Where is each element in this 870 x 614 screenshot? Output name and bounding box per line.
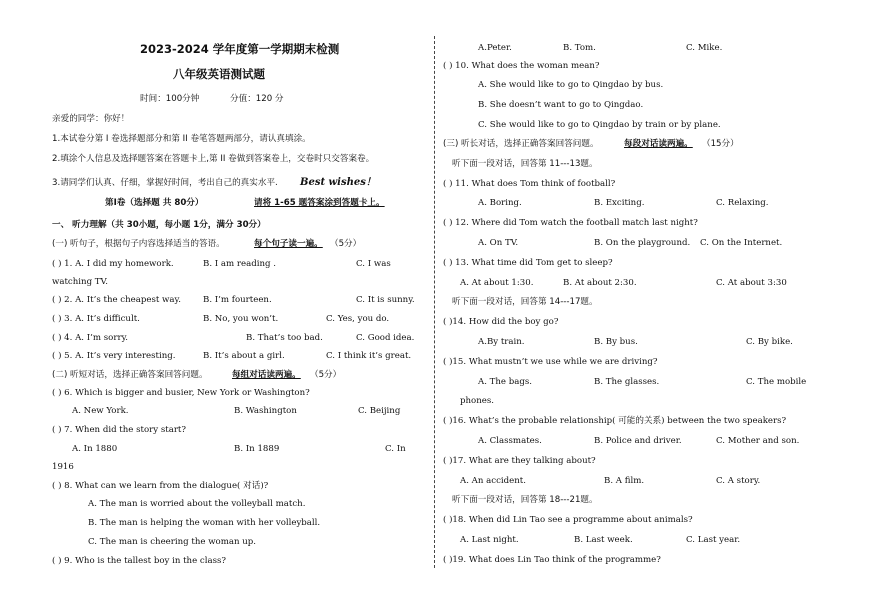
question-5-option-c: C. I think it’s great. — [326, 351, 412, 361]
question-14-option-a: A.By train. — [478, 337, 525, 347]
question-12: ( ) 12. Where did Tom watch the football match last night? — [443, 218, 698, 228]
section-1b-points: （5分） — [310, 370, 342, 380]
question-7: ( ) 7. When did the story start? — [52, 425, 186, 435]
question-15-option-a: A. The bags. — [478, 377, 533, 387]
section-1b-note: 每组对话读两遍。 — [232, 370, 301, 380]
question-3-option-b: B. No, you won’t. — [203, 314, 279, 324]
question-17-option-c: C. A story. — [716, 476, 761, 486]
question-11-option-c: C. Relaxing. — [716, 198, 769, 208]
question-15-option-c: C. The mobile — [746, 377, 807, 387]
listening-instruction-2: 听下面一段对话，回答第 14---17题。 — [452, 297, 598, 307]
section-1a-intro: (一) 听句子，根据句子内容选择适当的答语。 — [52, 239, 225, 249]
question-14: ( )14. How did the boy go? — [443, 317, 559, 327]
question-13: ( ) 13. What time did Tom get to sleep? — [443, 258, 613, 268]
question-16: ( )16. What’s the probable relationship( 可能的关系) between the two speakers? — [443, 416, 787, 426]
question-17-option-a: A. An accident. — [460, 476, 526, 486]
question-13-option-c: C. At about 3:30 — [716, 278, 787, 288]
question-18-option-a: A. Last night. — [460, 535, 519, 545]
section-1a-note: 每个句子读一遍。 — [254, 239, 323, 249]
question-8-option-a: A. The man is worried about the volleyball match. — [88, 499, 306, 509]
section-1b-intro: (二) 听短对话，选择正确答案回答问题。 — [52, 370, 208, 380]
question-6: ( ) 6. Which is bigger and busier, New York or Washington? — [52, 388, 310, 398]
question-9-option-a: A.Peter. — [478, 43, 512, 53]
exam-time: 时间：100分钟 — [140, 94, 200, 104]
section-1-heading: 一、 听力理解（共 30小题，每小题 1分，满分 30分） — [52, 220, 266, 230]
part1-header: 第Ⅰ卷（选择题 共 80分） — [105, 198, 204, 208]
listening-instruction-3: 听下面一段对话，回答第 18---21题。 — [452, 495, 598, 505]
question-6-option-a: A. New York. — [72, 406, 129, 416]
question-18: ( )18. When did Lin Tao see a programme about animals? — [443, 515, 693, 525]
notice-2: 2.填涂个人信息及选择题答案在答题卡上,第 II 卷做到答案卷上，交卷时只交答案卷。 — [52, 154, 375, 164]
question-8-option-b: B. The man is helping the woman with her volleyball. — [88, 518, 321, 528]
question-11-option-a: A. Boring. — [478, 198, 522, 208]
question-2-option-b: B. I’m fourteen. — [203, 295, 272, 305]
question-3-option-c: C. Yes, you do. — [326, 314, 390, 324]
question-5-option-b: B. It’s about a girl. — [203, 351, 285, 361]
question-13-option-b: B. At about 2:30. — [563, 278, 637, 288]
notice-3: 3.请同学们认真、仔细，掌握好时间，考出自己的真实水平. — [52, 178, 278, 188]
question-12-option-a: A. On TV. — [478, 238, 519, 248]
question-15-option-b: B. The glasses. — [594, 377, 660, 387]
question-5: ( ) 5. A. It’s very interesting. — [52, 351, 176, 361]
section-1a-points: （5分） — [330, 239, 362, 249]
question-4: ( ) 4. A. I’m sorry. — [52, 333, 129, 343]
question-8: ( ) 8. What can we learn from the dialogue( 对话)? — [52, 481, 269, 491]
question-7-option-c: C. In — [385, 444, 406, 454]
question-10-option-c: C. She would like to go to Qingdao by train or by plane. — [478, 120, 721, 130]
section-1c-points: （15分） — [702, 139, 739, 149]
question-4-option-b: B. That’s too bad. — [246, 333, 323, 343]
exam-subtitle: 八年级英语测试题 — [173, 67, 265, 81]
exam-score: 分值：120 分 — [230, 94, 284, 104]
question-7-option-a: A. In 1880 — [72, 444, 118, 454]
question-10-option-a: A. She would like to go to Qingdao by bus. — [478, 80, 664, 90]
question-12-option-c: C. On the Internet. — [700, 238, 783, 248]
question-1-option-c: C. I was — [356, 259, 391, 269]
question-15-option-c-cont: phones. — [460, 396, 494, 406]
question-10-option-b: B. She doesn’t want to go to Qingdao. — [478, 100, 644, 110]
question-16-option-b: B. Police and driver. — [594, 436, 682, 446]
question-18-option-c: C. Last year. — [686, 535, 741, 545]
question-16-option-c: C. Mother and son. — [716, 436, 800, 446]
part1-note: 请将 1-65 题答案涂到答题卡上。 — [254, 198, 385, 208]
question-2-option-c: C. It is sunny. — [356, 295, 415, 305]
question-10: ( ) 10. What does the woman mean? — [443, 61, 600, 71]
question-12-option-b: B. On the playground. — [594, 238, 691, 248]
question-9-option-b: B. Tom. — [563, 43, 596, 53]
question-6-option-c: C. Beijing — [358, 406, 401, 416]
question-8-option-c: C. The man is cheering the woman up. — [88, 537, 257, 547]
notice-1: 1.本试卷分第 I 卷选择题部分和第 II 卷笔答题两部分，请认真填涂。 — [52, 134, 311, 144]
question-3: ( ) 3. A. It’s difficult. — [52, 314, 140, 324]
question-6-option-b: B. Washington — [234, 406, 297, 416]
question-19: ( )19. What does Lin Tao think of the programme? — [443, 555, 661, 565]
column-divider — [434, 36, 435, 568]
question-1: ( ) 1. A. I did my homework. — [52, 259, 174, 269]
section-1c-intro: (三) 听长对话，选择正确答案回答问题。 — [443, 139, 599, 149]
question-4-option-c: C. Good idea. — [356, 333, 415, 343]
question-1-option-b: B. I am reading . — [203, 259, 276, 269]
question-16-option-a: A. Classmates. — [478, 436, 542, 446]
question-14-option-b: B. By bus. — [594, 337, 638, 347]
question-11: ( ) 11. What does Tom think of football? — [443, 179, 616, 189]
question-9-option-c: C. Mike. — [686, 43, 723, 53]
listening-instruction-1: 听下面一段对话，回答第 11---13题。 — [452, 159, 598, 169]
greeting: 亲爱的同学：你好！ — [52, 114, 130, 124]
question-14-option-c: C. By bike. — [746, 337, 793, 347]
question-9: ( ) 9. Who is the tallest boy in the class? — [52, 556, 227, 566]
question-1-option-c-cont: watching TV. — [52, 277, 108, 287]
question-15: ( )15. What mustn’t we use while we are driving? — [443, 357, 658, 367]
best-wishes: Best wishes！ — [300, 177, 376, 188]
exam-title: 2023-2024 学年度第一学期期末检测 — [140, 42, 340, 56]
section-1c-note: 每段对话读两遍。 — [624, 139, 693, 149]
question-7-option-c-cont: 1916 — [52, 462, 74, 472]
question-2: ( ) 2. A. It’s the cheapest way. — [52, 295, 181, 305]
question-11-option-b: B. Exciting. — [594, 198, 645, 208]
question-18-option-b: B. Last week. — [574, 535, 633, 545]
question-17: ( )17. What are they talking about? — [443, 456, 596, 466]
question-13-option-a: A. At about 1:30. — [460, 278, 534, 288]
question-17-option-b: B. A film. — [604, 476, 645, 486]
question-7-option-b: B. In 1889 — [234, 444, 280, 454]
